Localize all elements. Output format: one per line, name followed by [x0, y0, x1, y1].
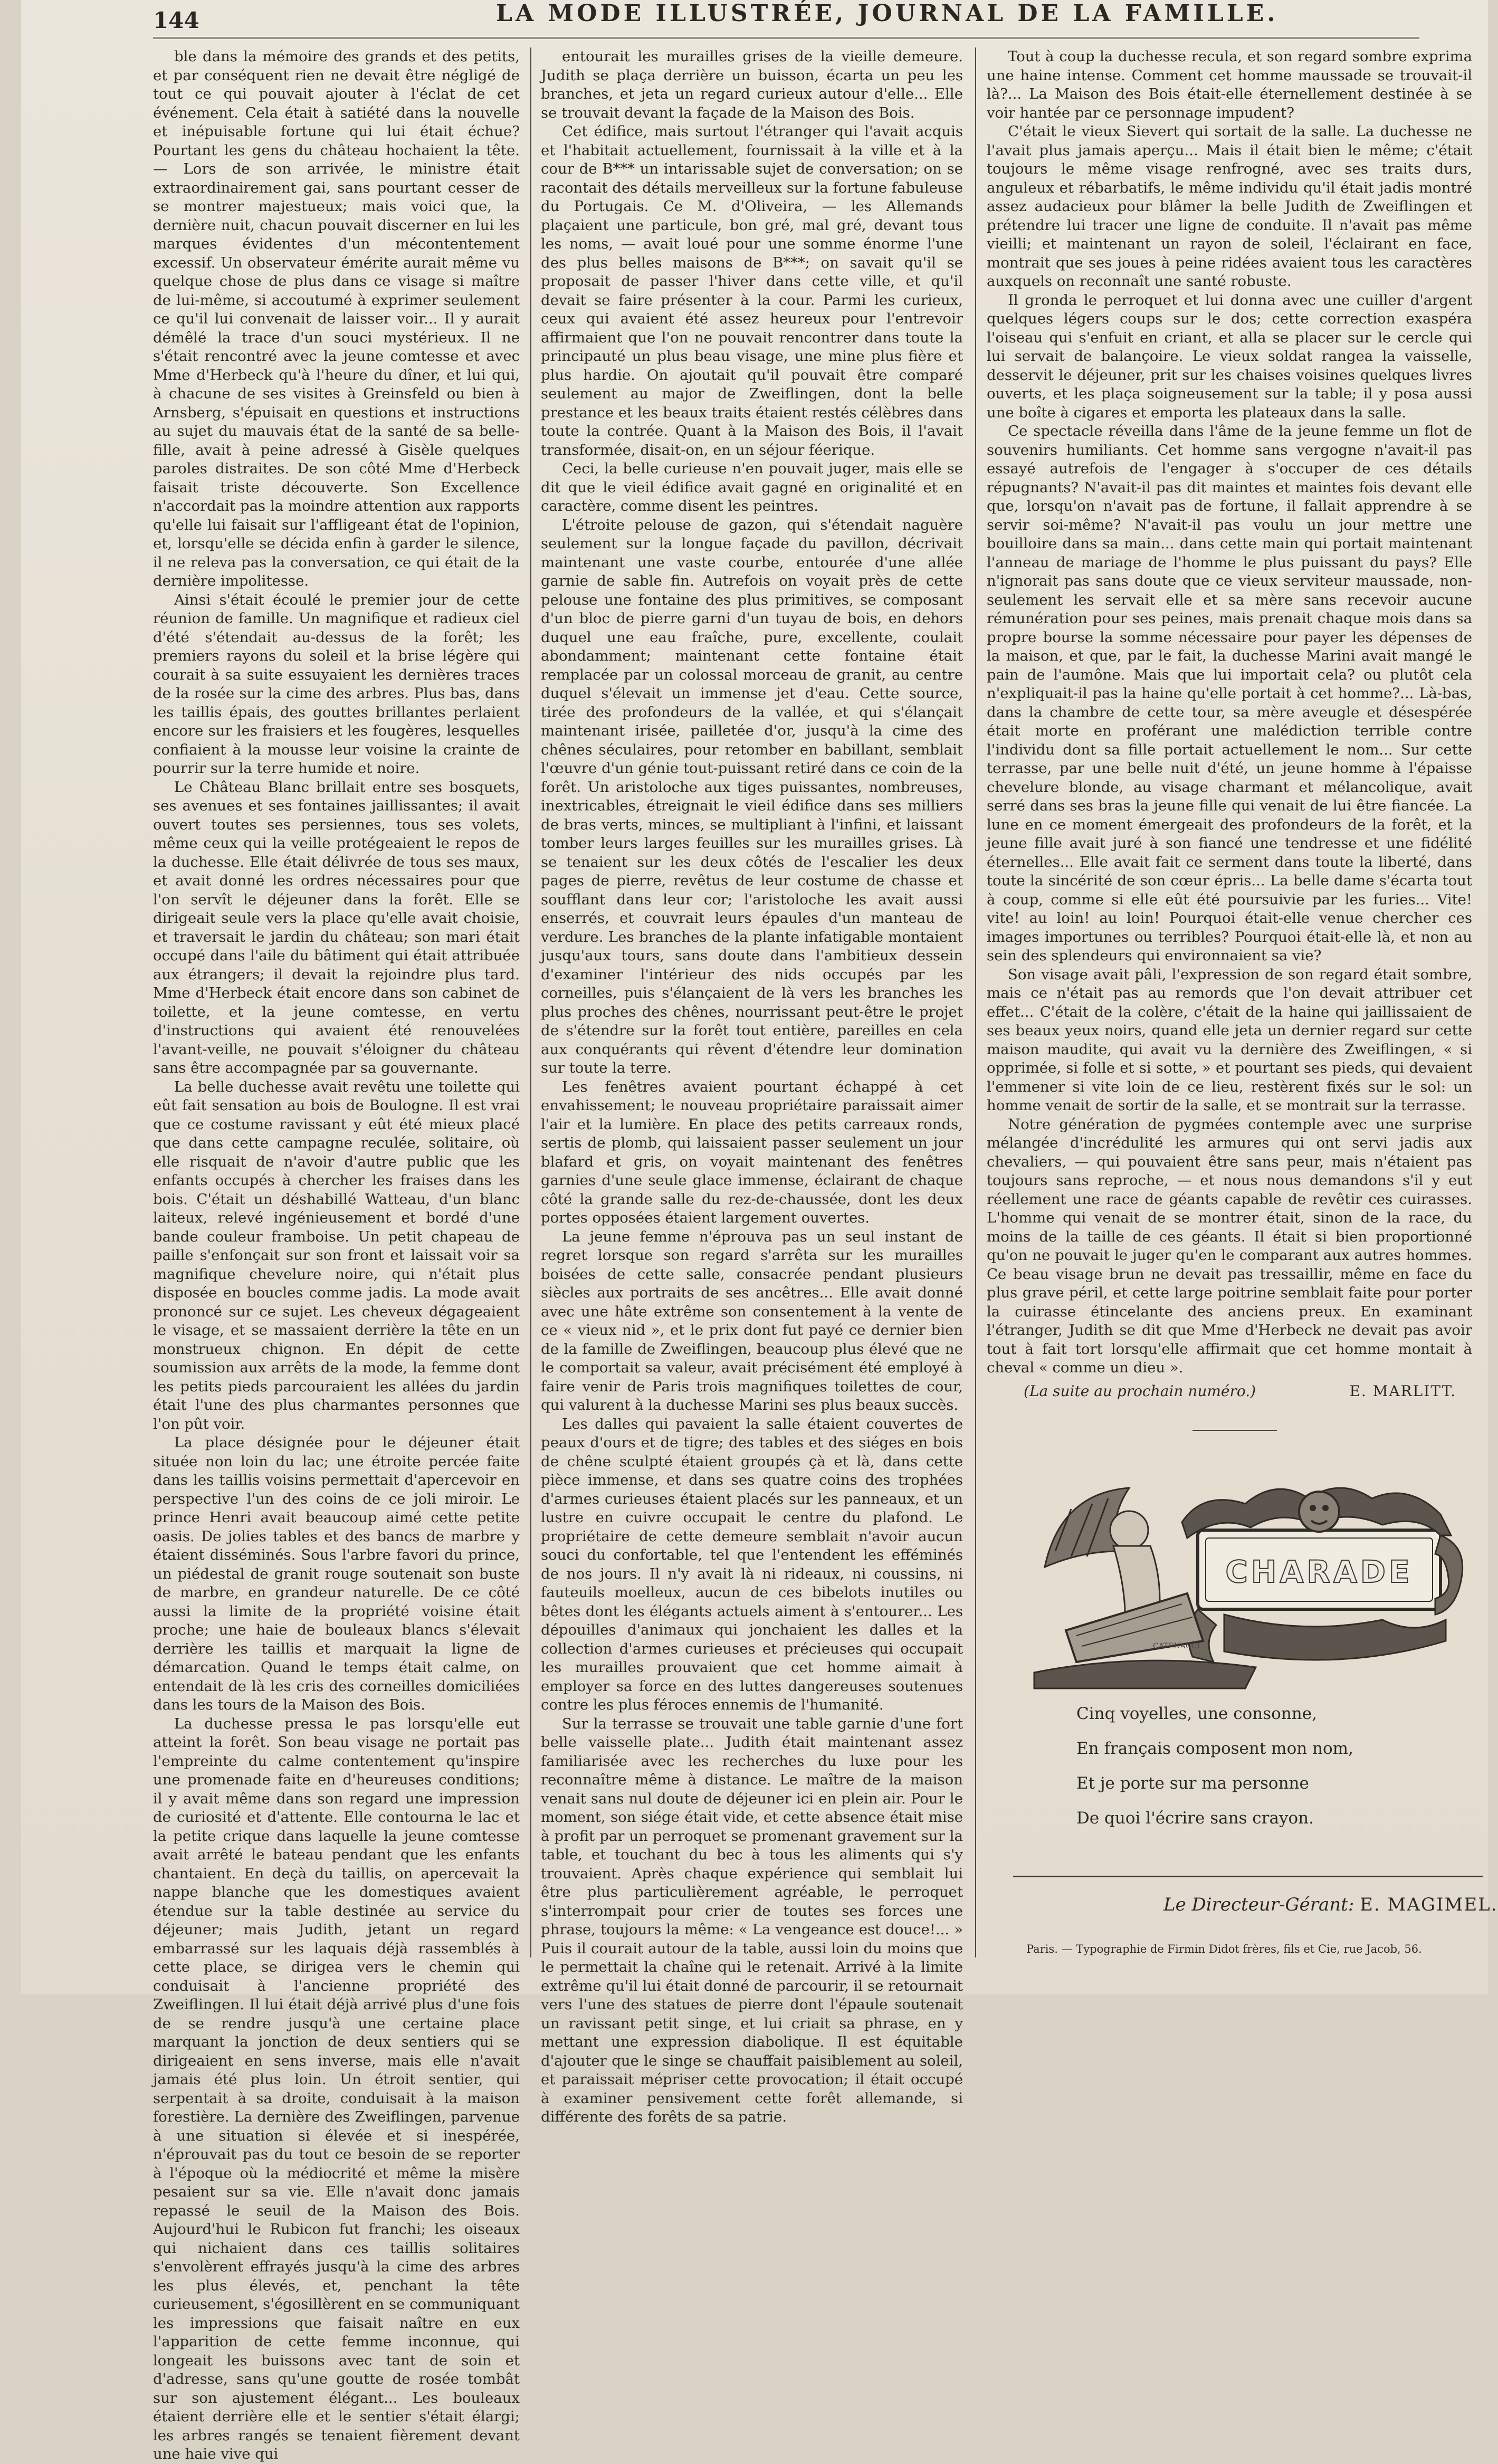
paragraph: entourait les murailles grises de la vieille demeure. Judith se plaça derrière un buisson, écarta un peu les branches, et jeta un regard curieux autour d'elle... Elle se trouvait devant la façade de la Maison des Bois.	[541, 48, 963, 121]
text-column-2	[541, 47, 963, 2125]
charade-verse	[1076, 1696, 1446, 1836]
text-column-3	[987, 47, 1472, 1377]
paragraph: Il gronda le perroquet et lui donna avec une cuiller d'argent quelques légers coups sur le dos; cette correction exaspéra l'oiseau qui s'enfuit en criant, et alla se placer sur le cercle qui lui servait de balançoire. Le vieux soldat rangea la vaisselle, desservit le déjeuner, prit sur les chaises voisines quelques livres ouverts, et les plaça soigneusement sur la table; il y posa aussi une boîte à cigares et emporta les plateaux dans la salle.	[987, 291, 1472, 421]
paragraph: Le Château Blanc brillait entre ses bosquets, ses avenues et ses fontaines jaillissantes; il avait ouvert toutes ses persiennes, tous ses volets, même ceux qui la veille protégeaient le repos de la duchesse. Elle était délivrée de tous ses maux, et avait donné les ordres nécessaires pour que l'on servît le déjeuner dans la forêt. Elle se dirigeait seule vers la place qu'elle avait choisie, et traversait le jardin du château; son mari était occupé dans l'aile du bâtiment qui était attribuée aux étrangers; il devait la rejoindre plus tard. Mme d'Herbeck était encore dans son cabinet de toilette, et la jeune comtesse, en vertu d'instructions qui avaient été renouvelées l'avant-veille, ne pouvait s'éloigner du château sans être accompagnée par sa gouvernante.	[153, 778, 520, 1076]
director-credit	[1163, 1894, 1498, 1915]
charade-title: CHARADE	[1225, 1554, 1413, 1590]
paragraph: Ce spectacle réveilla dans l'âme de la jeune femme un flot de souvenirs humiliants. Cet homme sans vergogne n'avait-il pas essayé autrefois de l'engager à s'occuper de ces détails répugnants? N'avait-il pas dit maintes et maintes fois devant elle que, lorsqu'on n'avait pas de fortune, il fallait apprendre à se servir soi-même? N'avait-il pas voulu un jour mettre une bouilloire dans sa main... dans cette main qui portait maintenant l'anneau de mariage de l'homme le plus puissant du pays? Elle n'ignorait pas sans doute que ce vieux serviteur maussade, non-seulement les servait elle et sa mère sans recevoir aucune rémunération pour ses peines, mais prenait chaque mois dans sa propre bourse la somme nécessaire pour payer les dépenses de la maison, et que, par le fait, la duchesse Marini avait mangé le pain de l'aumône. Mais que lui importait cela? ou plutôt cela n'expliquait-il pas la haine qu'elle portait à cet homme?... Là-bas, dans la chambre de cette tour, sa mère aveugle et désespérée était morte en proférant une malédiction terrible contre l'individu dont sa fille portait actuellement le nom... Sur cette terrasse, par une belle nuit d'été, un jeune homme à l'épaisse chevelure blonde, au visage charmant et mélancolique, avait serré dans ses bras la jeune fille qui venait de lui être fiancée. La lune en ce moment émergeait des profondeurs de la forêt, et la jeune fille avait juré à son fiancé une tendresse et une fidélité éternelles... Elle avait fait ce serment dans toute la liberté, dans toute la sincérité de son cœur épris... La belle dame s'écarta tout à coup, comme si elle eût été poursuivie par les furies... Vite! vite! au loin! au loin! Pourquoi était-elle venue chercher ces images importunes ou terribles? Pourquoi était-elle là, et non au sein des splendeurs qui environnaient sa vie?	[987, 423, 1472, 964]
section-divider	[1192, 1430, 1277, 1431]
paragraph: La place désignée pour le déjeuner était située non loin du lac; une étroite percée faite dans les taillis voisins permettait d'apercevoir en perspective l'un des coins de ce joli miroir. Le prince Henri avait beaucoup aimé cette petite oasis. De jolies tables et des bancs de marbre y étaient disséminés. Sous l'arbre favori du prince, un piédestal de granit rouge soutenait son buste de marbre, en grandeur naturelle. De ce côté aussi la limite de la propriété voisine était proche; une haie de bouleaux blancs s'élevait derrière les taillis et marquait la ligne de démarcation. Quand le temps était calme, on entendait de là les cris des corneilles domiciliées dans les tours de la Maison des Bois.	[153, 1434, 520, 1713]
paragraph: ble dans la mémoire des grands et des petits, et par conséquent rien ne devait être négligé de tout ce qui pouvait ajouter à l'éclat de cet événement. Cela était à satiété dans la nouvelle et inépuisable fortune qui lui était échue? Pourtant les gens du château hochaient la tête. — Lors de son arrivée, le ministre était extraordinairement gai, sans pourtant cesser de se montrer majestueux; mais voici que, la dernière nuit, chacun pouvait discerner en lui les marques évidentes d'un mécontentement excessif. Un observateur émérite aurait même vu quelque chose de plus dans ce visage si maître de lui-même, si accoutumé à exprimer seulement ce qu'il lui convenait de laisser voir... Il y aurait démêlé la trace d'un souci mystérieux. Il ne s'était rencontré avec la jeune comtesse et avec Mme d'Herbeck qu'à l'heure du dîner, et lui qui, à chacune de ses visites à Greinsfeld ou bien à Arnsberg, s'épuisait en questions et instructions au sujet du mauvais état de la santé de sa belle-fille, avait à peine adressé à Gisèle quelques paroles distraites. De son côté Mme d'Herbeck faisait triste découverte. Son Excellence n'accordait pas la moindre attention aux rapports qu'elle lui faisait sur l'affligeant état de l'opinion, et, lorsqu'elle se décida enfin à garder le silence, il ne releva pas la conversation, ce qui était de la dernière impolitesse.	[153, 48, 520, 589]
paragraph: Notre génération de pygmées contemple avec une surprise mélangée d'incrédulité les armures qui ont servi jadis aux chevaliers, — qui pouvaient être sans peur, mais n'étaient pas toujours sans reproche, — et nous nous demandons s'il y eut réellement une race de géants capable de revêtir ces cuirasses. L'homme qui venait de se montrer était, sinon de la race, du moins de la taille de ces géants. Il était si bien proportionné qu'on ne pouvait le juger qu'en le comparant aux autres hommes. Ce beau visage brun ne devait pas tressaillir, même en face du plus grave péril, et cette large poitrine semblait faite pour porter la cuirasse étincelante des anciens preux. En examinant l'étranger, Judith se dit que Mme d'Herbeck ne devait pas avoir tout à fait tort lorsqu'elle affirmait que cet homme montait à cheval « comme un dieu ».	[987, 1115, 1472, 1376]
page-number: 144	[153, 7, 199, 33]
text-column-1	[153, 47, 520, 2462]
verse-line: De quoi l'écrire sans crayon.	[1076, 1809, 1314, 1828]
paragraph: C'était le vieux Sievert qui sortait de la salle. La duchesse ne l'avait plus jamais aperçu... Mais il était bien le même; c'était toujours le même visage renfrogné, avec ses traits durs, anguleux et rébarbatifs, le même individu qu'il était jadis montré assez audacieux pour blâmer la belle Judith de Zweiflingen et prétendre lui tracer une ligne de conduite. Il n'avait pas même vieilli; et maintenant un rayon de soleil, l'éclairant en face, montrait que ses joues à peine ridées avaient tous les caractères auxquels on reconnaît une santé robuste.	[987, 123, 1472, 290]
verse-line: Cinq voyelles, une consonne,	[1076, 1704, 1317, 1723]
journal-title: LA MODE ILLUSTRÉE, JOURNAL DE LA FAMILLE.	[496, 0, 1278, 27]
director-label: Le Directeur-Gérant:	[1163, 1894, 1354, 1915]
paragraph: Tout à coup la duchesse recula, et son regard sombre exprima une haine intense. Comment cet homme maussade se trouvait-il là?... La Maison des Bois était-elle éternellement destinée à se voir hantée par ce personnage impudent?	[987, 48, 1472, 121]
paragraph: Cet édifice, mais surtout l'étranger qui l'avait acquis et l'habitait actuellement, fournissait à la ville et à la cour de B*** un intarissable sujet de conversation; on se racontait des détails merveilleux sur la fortune fabuleuse du Portugais. Ce M. d'Oliveira, — les Allemands plaçaient une particule, bon gré, mal gré, devant tous les noms, — avait loué pour une somme énorme l'une des plus belles maisons de B***; on savait qu'il se proposait de passer l'hiver dans cette ville, et qu'il devait se faire présenter à la cour. Parmi les curieux, ceux qui avaient été assez heureux pour l'entrevoir affirmaient que l'on ne pouvait rencontrer dans toute la principauté un plus beau visage, une mine plus fière et plus hardie. On ajoutait qu'il pouvait être comparé seulement au major de Zweiflingen, dont la belle prestance et les beaux traits étaient restés célèbres dans toute la contrée. Quant à la Maison des Bois, il l'avait transformée, disait-on, en un séjour féerique.	[541, 123, 963, 459]
paragraph: Ceci, la belle curieuse n'en pouvait juger, mais elle se dit que le vieil édifice avait gagné en originalité et en caractère, comme disent les peintres.	[541, 460, 963, 514]
paragraph: Sur la terrasse se trouvait une table garnie d'une fort belle vaisselle plate... Judith était maintenant assez familiarisée avec les recherches du luxe pour les reconnaître même à distance. Le maître de la maison venait sans nul doute de déjeuner ici en plein air. Pour le moment, son siége était vide, et cette absence était mise à profit par un perroquet se promenant gravement sur la table, et touchant du bec à tous les aliments qui s'y trouvaient. Après chaque expérience qui semblait lui être plus particulièrement agréable, le perroquet s'interrompait pour crier de toutes ses forces une phrase, toujours la même: « La vengeance est douce!... » Puis il courait autour de la table, aussi loin du moins que le permettait la chaîne qui le retenait. Arrivé à la limite extrême qu'il lui était donné de parcourir, il se retournait vers l'une des statues de pierre dont l'épaule soutenait un ravissant petit singe, et lui criait sa phrase, en y mettant une expression diabolique. Il est équitable d'ajouter que le singe se chauffait paisiblement au soleil, et paraissait mépriser cette provocation; il était occupé à examiner pensivement cette forêt allemande, si différente des forêts de sa patrie.	[541, 1715, 963, 2125]
paragraph: L'étroite pelouse de gazon, qui s'étendait naguère seulement sur la longue façade du pavillon, décrivait maintenant une vaste courbe, entourée d'une allée garnie de sable fin. Autrefois on voyait près de cette pelouse une fontaine des plus primitives, se composant d'un bloc de pierre garni d'un tuyau de bois, en dehors duquel une eau fraîche, pure, excellente, coulait abondamment; maintenant cette fontaine était remplacée par un colossal morceau de granit, au centre duquel s'élevait un immense jet d'eau. Cette source, tirée des profondeurs de la vallée, et qui s'élançait maintenant irisée, pailletée d'or, jusqu'à la cime des chênes séculaires, pour retomber en babillant, semblait l'œuvre d'un génie tout-puissant retiré dans ce coin de la forêt. Un aristoloche aux tiges puissantes, nombreuses, inextricables, étreignait le vieil édifice dans ses milliers de bras verts, minces, se multipliant à l'infini, et laissant tomber leurs larges feuilles sur les murailles grises. Là se tenaient sur les deux côtés de l'escalier les deux pages de pierre, revêtus de leur costume de chasse et soufflant dans leur cor; l'aristoloche les avait aussi enserrés, et couvrait leurs épaules d'un manteau de verdure. Les branches de la plante infatigable montaient jusqu'aux tours, sans doute dans l'ambitieux dessein d'examiner l'intérieur des nids occupés par les corneilles, puis s'élançaient de là vers les branches les plus proches des chênes, nourrissant peut-être le projet de s'étendre sur la forêt tout entière, pareilles en cela aux conquérants qui rêvent d'étendre leur domination sur toute la terre.	[541, 516, 963, 1076]
printer-imprint: Paris. — Typographie de Firmin Didot frères, fils et Cie, rue Jacob, 56.	[1026, 1943, 1422, 1955]
paragraph: Les fenêtres avaient pourtant échappé à cet envahissement; le nouveau propriétaire paraissait aimer l'air et la lumière. En place des petits carreaux ronds, sertis de plomb, qui laissaient passer seulement un jour blafard et gris, on voyait maintenant des fenêtres garnies d'une seule glace immense, éclairant de chaque côté la grande salle du rez-de-chaussée, dont les deux portes opposées étaient largement ouvertes.	[541, 1078, 963, 1226]
engraver-signature: CATENACCI	[1153, 1642, 1200, 1650]
footer-divider	[1013, 1876, 1483, 1877]
column-divider	[975, 47, 976, 1957]
column-divider	[530, 47, 531, 1957]
charade-engraving	[1024, 1472, 1477, 1694]
continued-note: (La suite au prochain numéro.)	[1024, 1382, 1256, 1400]
paragraph: La duchesse pressa le pas lorsqu'elle eut atteint la forêt. Son beau visage ne portait pas l'empreinte du calme contentement qu'inspire une promenade faite en d'heureuses conditions; il y avait même dans son regard une impression de curiosité et d'attente. Elle contourna le lac et la petite crique dans laquelle la jeune comtesse avait arrêté le bateau pendant que les enfants chantaient. En deçà du taillis, on apercevait la nappe blanche que les domestiques avaient étendue sur la table destinée au service du déjeuner; mais Judith, jetant un regard embarrassé sur les laquais déjà rassemblés à cette place, se dirigea vers le chemin qui conduisait à l'ancienne propriété des Zweiflingen. Il lui était déjà arrivé plus d'une fois de se rendre jusqu'à une certaine place marquant la jonction de deux sentiers qui se dirigeaient en sens inverse, mais elle n'avait jamais été plus loin. Un étroit sentier, qui serpentait à sa droite, conduisait à la maison forestière. La dernière des Zweiflingen, parvenue à une situation si élevée et si inespérée, n'éprouvait pas du tout ce besoin de se reporter à l'époque où la médiocrité et même la misère pesaient sur sa vie. Elle n'avait donc jamais repassé le seuil de la Maison des Bois. Aujourd'hui le Rubicon fut franchi; les oiseaux qui nichaient dans ces taillis solitaires s'envolèrent effrayés jusqu'à la cime des arbres les plus élevés, et, penchant la tête curieusement, s'égosillèrent en se communiquant les impressions que faisait naître en eux l'apparition de cette femme inconnue, qui longeait les buissons avec tant de soin et d'adresse, sans qu'une goutte de rosée tombât sur son ajustement élégant... Les bouleaux étaient derrière elle et le sentier s'était élargi; les arbres rangés se tenaient fièrement devant une haie vive qui	[153, 1715, 520, 2462]
paragraph: La jeune femme n'éprouva pas un seul instant de regret lorsque son regard s'arrêta sur les murailles boisées de cette salle, consacrée pendant plusieurs siècles aux portraits de ses ancêtres... Elle avait donné avec une hâte extrême son consentement à la vente de ce « vieux nid », et le prix dont fut payé ce dernier bien de la famille de Zweiflingen, beaucoup plus élevé que ne le comportait sa valeur, avait précisément été employé à faire venir de Paris trois magnifiques toilettes de cour, qui valurent à la duchesse Marini ses plus beaux succès.	[541, 1228, 963, 1414]
paragraph: Son visage avait pâli, l'expression de son regard était sombre, mais ce n'était pas au remords que l'on devait attribuer cet effet... C'était de la colère, c'était de la haine qui jaillissaient de ses beaux yeux noirs, quand elle jeta un dernier regard sur cette maison maudite, qui avait vu la dernière des Zweiflingen, « si opprimée, si folle et si sotte, » et pourtant ses pieds, qui devaient l'emmener si vite loin de ce lieu, restèrent fixés sur le sol: un homme venait de sortir de la salle, et se montrait sur la terrasse.	[987, 966, 1472, 1114]
page-header	[153, 0, 1419, 39]
paragraph: La belle duchesse avait revêtu une toilette qui eût fait sensation au bois de Boulogne. Il est vrai que ce costume ravissant y eût été mieux placé que dans cette campagne reculée, solitaire, où elle risquait de n'avoir d'autre public que les enfants occupés à chercher les fraises dans les bois. C'était un déshabillé Watteau, d'un blanc laiteux, relevé ingénieusement et bordé d'une bande couleur framboise. Un petit chapeau de paille s'enfonçait sur son front et laissait voir sa magnifique chevelure noire, qui n'était plus disposée en boucles comme jadis. La mode avait prononcé sur ce sujet. Les cheveux dégageaient le visage, et se massaient derrière la tête en un monstrueux chignon. En dépit de cette soumission aux arrêts de la mode, la femme dont les petits pieds parcouraient les allées du jardin était l'une des plus charmantes personnes que l'on pût voir.	[153, 1078, 520, 1432]
paragraph: Ainsi s'était écoulé le premier jour de cette réunion de famille. Un magnifique et radieux ciel d'été s'étendait au-dessus de la forêt; les premiers rayons du soleil et la brise légère qui courait à sa suite essuyaient les dernières traces de la rosée sur la cime des arbres. Plus bas, dans les taillis épais, des gouttes brillantes perlaient encore sur les fraisiers et les fougères, lesquelles confiaient à la mousse leur voisine la crainte de pourrir sur la terre humide et noire.	[153, 591, 520, 777]
paragraph: Les dalles qui pavaient la salle étaient couvertes de peaux d'ours et de tigre; des tables et des siéges en bois de chêne sculpté étaient groupés çà et là, dans cette pièce immense, et dans ses quatre coins des trophées d'armes curieuses étaient placés sur les panneaux, et un lustre en cuivre occupait le centre du plafond. Le propriétaire de cette demeure semblait n'avoir aucun souci du confortable, tel que l'entendent les efféminés de nos jours. Il n'y avait là ni rideaux, ni coussins, ni fauteuils moelleux, aucun de ces bibelots inutiles ou bêtes dont les élégants actuels aiment à s'entourer... Les dépouilles d'animaux qui jonchaient les dalles et la collection d'armes curieuses et précieuses qui occupait les murailles prouvaient que cet homme aimait à employer sa force en des luttes dangereuses soutenues contre les plus féroces ennemis de l'humanité.	[541, 1415, 963, 1713]
author-name: E. MARLITT.	[1349, 1382, 1456, 1400]
verse-line: Et je porte sur ma personne	[1076, 1774, 1309, 1793]
director-name: E. MAGIMEL.	[1360, 1894, 1498, 1915]
newspaper-page	[21, 0, 1498, 2462]
verse-line: En français composent mon nom,	[1076, 1739, 1353, 1758]
